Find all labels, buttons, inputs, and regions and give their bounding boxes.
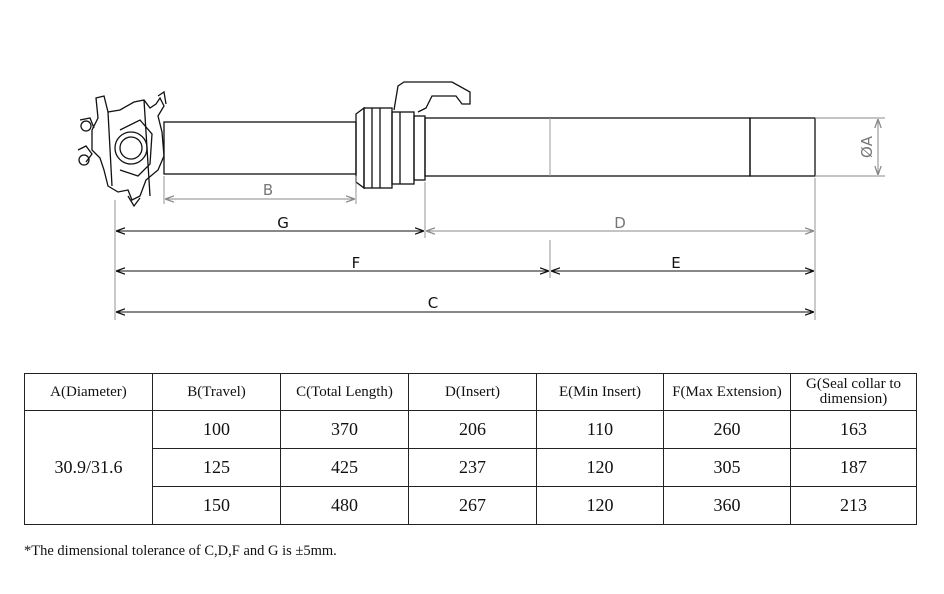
- table-cell: 120: [537, 487, 664, 525]
- table-cell: 120: [537, 449, 664, 487]
- table-cell: 480: [281, 487, 409, 525]
- table-cell: 267: [409, 487, 537, 525]
- label-g: G: [277, 214, 289, 232]
- label-a: ØA: [858, 135, 876, 159]
- header-seal-collar: G(Seal collar to dimension): [791, 374, 917, 411]
- table-cell: 360: [664, 487, 791, 525]
- seal-collar: [356, 108, 425, 188]
- header-diameter: A(Diameter): [25, 374, 153, 411]
- header-min-insert: E(Min Insert): [537, 374, 664, 411]
- table-row: [25, 449, 917, 487]
- table-header-row: [25, 374, 917, 411]
- cable-actuator: [394, 82, 470, 112]
- dimension-lines: [116, 119, 878, 312]
- label-d: D: [614, 214, 626, 232]
- extension-lines: [115, 118, 885, 320]
- table-row: [25, 487, 917, 525]
- label-c: C: [427, 294, 439, 312]
- label-b: B: [262, 181, 274, 199]
- table-cell: 370: [281, 411, 409, 449]
- dimension-table: [24, 373, 917, 525]
- label-e: E: [671, 254, 681, 272]
- table-cell: 213: [791, 487, 917, 525]
- bottom-end: [750, 118, 815, 176]
- header-total-length: C(Total Length): [281, 374, 409, 411]
- lower-tube: [425, 118, 750, 176]
- table-cell: 237: [409, 449, 537, 487]
- tolerance-footnote: *The dimensional tolerance of C,D,F and G is ±5mm.: [24, 543, 337, 559]
- header-max-extension: F(Max Extension): [664, 374, 791, 411]
- table-row: [25, 411, 917, 449]
- header-travel: B(Travel): [153, 374, 281, 411]
- table-cell: 110: [537, 411, 664, 449]
- table-cell: 163: [791, 411, 917, 449]
- seatpost-body: [78, 82, 815, 206]
- table-cell: 125: [153, 449, 281, 487]
- table-cell: 187: [791, 449, 917, 487]
- table-cell: 425: [281, 449, 409, 487]
- table-cell: 100: [153, 411, 281, 449]
- table-cell: 150: [153, 487, 281, 525]
- table-cell: 206: [409, 411, 537, 449]
- header-insert: D(Insert): [409, 374, 537, 411]
- diameter-cell: 30.9/31.6: [25, 411, 153, 525]
- label-f: F: [351, 254, 361, 272]
- saddle-clamp-head: [78, 92, 166, 206]
- table-cell: 305: [664, 449, 791, 487]
- table-cell: 260: [664, 411, 791, 449]
- upper-tube: [164, 122, 356, 174]
